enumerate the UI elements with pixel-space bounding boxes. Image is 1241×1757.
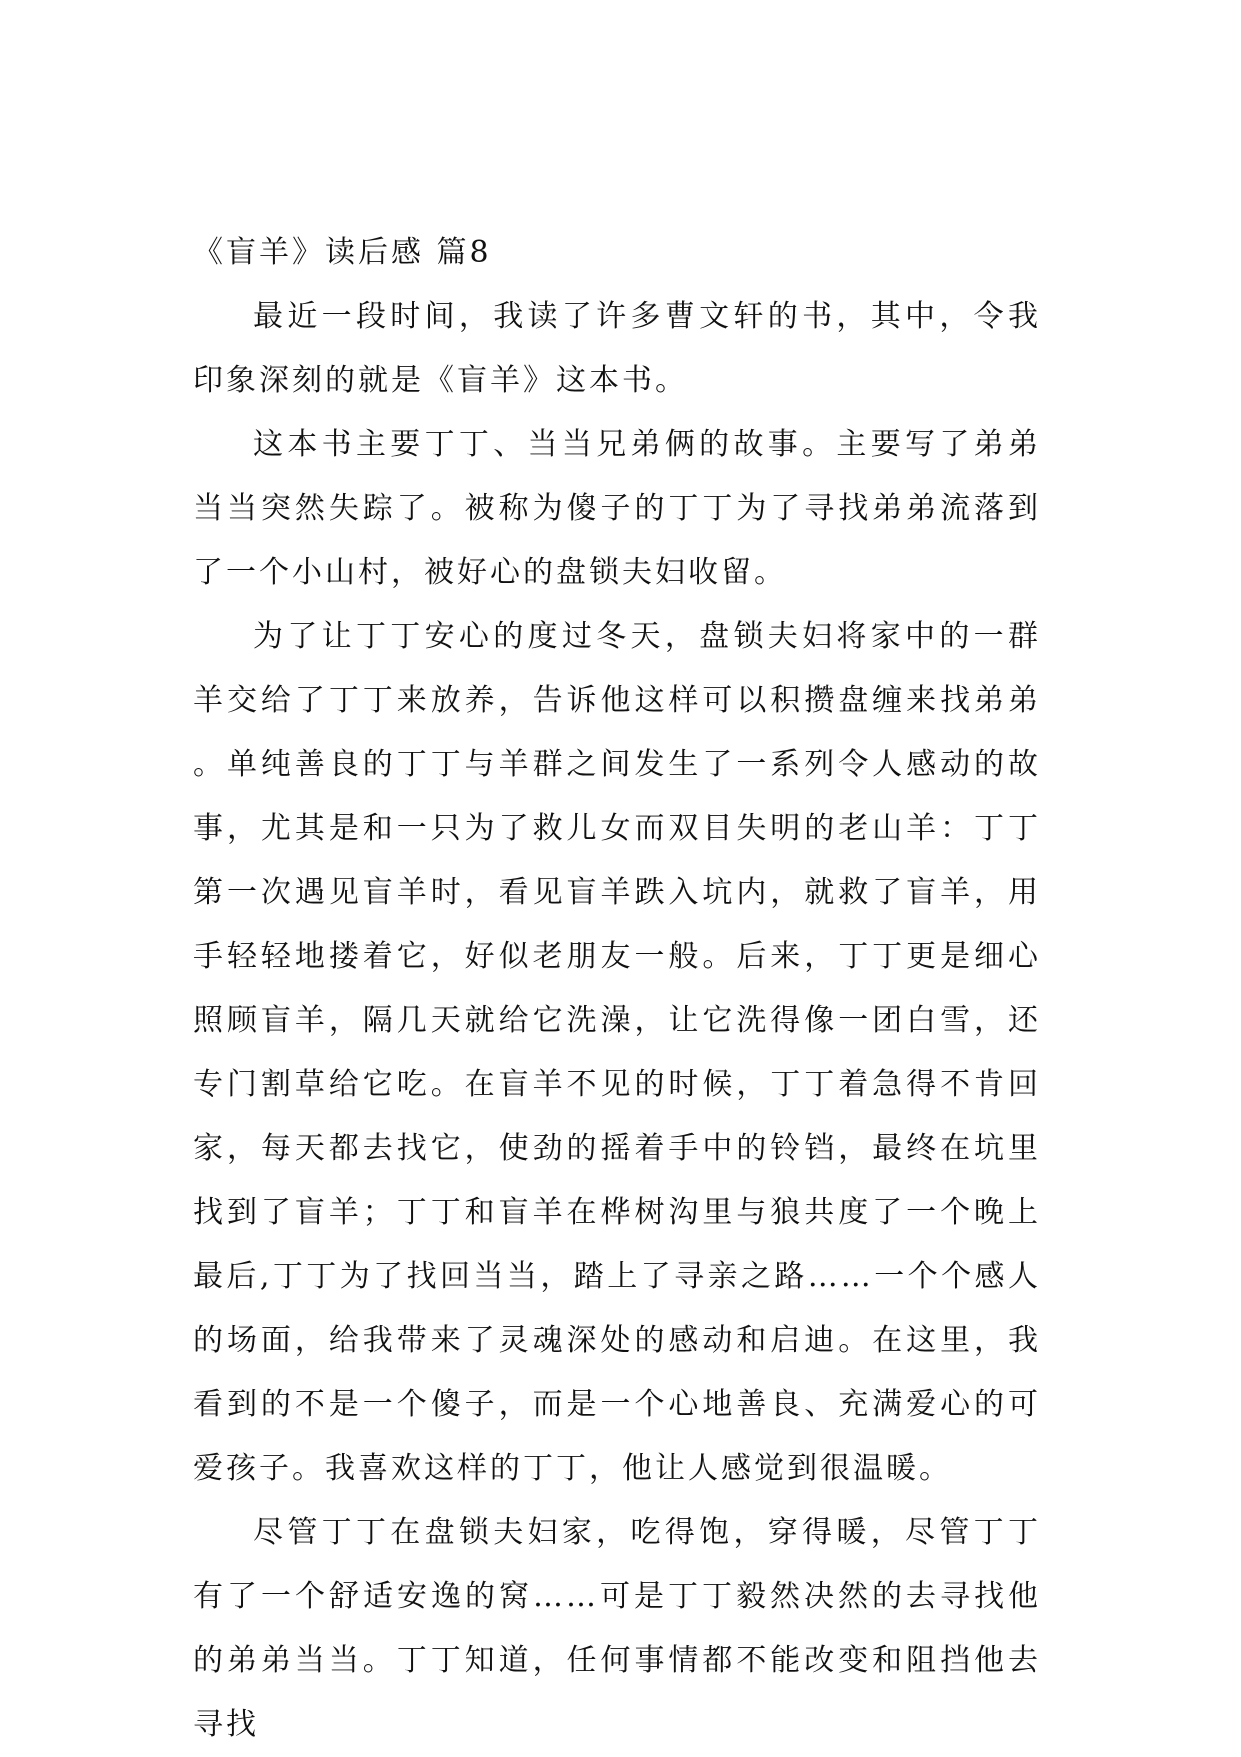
document-body	[193, 221, 1041, 1757]
document-title: 《盲羊》读后感 篇8	[193, 235, 492, 270]
paragraph-4: 尽管丁丁在盘锁夫妇家，吃得饱，穿得暖，尽管丁丁有了一个舒适安逸的窝……可是丁丁毅然决然的去寻找他的弟弟当当。丁丁知道，任何事情都不能改变和阻挡他去寻找	[193, 1515, 1041, 1742]
paragraph-3: 为了让丁丁安心的度过冬天，盘锁夫妇将家中的一群羊交给了丁丁来放养，告诉他这样可以积攒盘缠来找弟弟。单纯善良的丁丁与羊群之间发生了一系列令人感动的故事，尤其是和一只为了救儿女而双目失明的老山羊：丁丁第一次遇见盲羊时，看见盲羊跌入坑内，就救了盲羊，用手轻轻地搂着它，好似老朋友一般。后来，丁丁更是细心照顾盲羊，隔几天就给它洗澡，让它洗得像一团白雪，还专门割草给它吃。在盲羊不见的时候，丁丁着急得不肯回家，每天都去找它，使劲的摇着手中的铃铛，最终在坑里找到了盲羊；丁丁和盲羊在桦树沟里与狼共度了一个晚上最后,丁丁为了找回当当，踏上了寻亲之路……一个个感人的场面，给我带来了灵魂深处的感动和启迪。在这里，我看到的不是一个傻子，而是一个心地善良、充满爱心的可爱孩子。我喜欢这样的丁丁，他让人感觉到很温暖。	[193, 619, 1041, 1486]
paragraph-2: 这本书主要丁丁、当当兄弟俩的故事。主要写了弟弟当当突然失踪了。被称为傻子的丁丁为了寻找弟弟流落到了一个小山村，被好心的盘锁夫妇收留。	[193, 427, 1041, 590]
paragraph-1: 最近一段时间，我读了许多曹文轩的书，其中，令我印象深刻的就是《盲羊》这本书。	[193, 299, 1041, 398]
